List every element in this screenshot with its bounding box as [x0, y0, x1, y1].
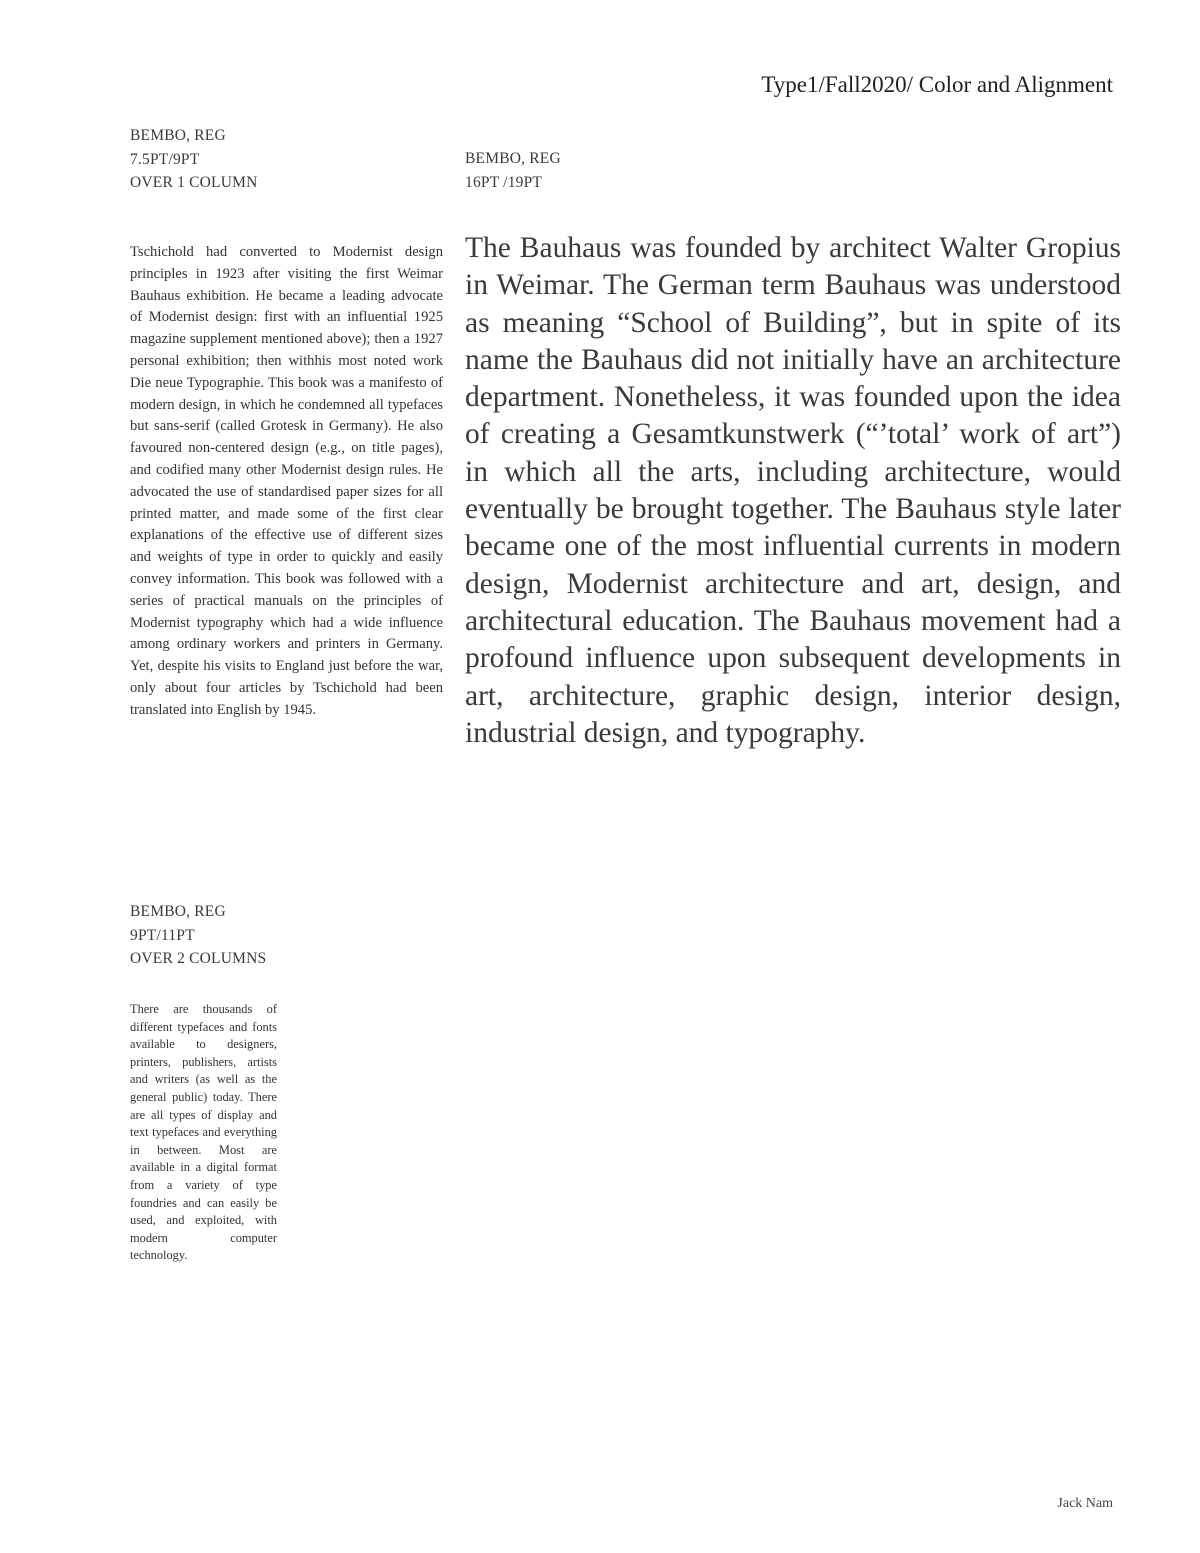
type-spec-size: 9PT/11PT [130, 926, 195, 944]
body-text-tiny: There are thousands of different typefaces and fonts available to designers, printers, publishers, artists and writers (as well as the general public) today. There are all types of display and text typefaces and everything in between. Most are available in a digital format from a variety of type foundries and can easily be used, and exploited, with modern computer technology. [130, 1002, 277, 1263]
type-spec-tiny [130, 900, 266, 971]
body-text-small: Tschichold had converted to Modernist design principles in 1923 after visiting the first Weimar Bauhaus exhibition. He became a leading advocate of Modernist design: first with an influential 1925 magazine supplement mentioned above); then a 1927 personal exhibition; then withhis most noted work Die neue Typographie. This book was a manifesto of modern design, in which he condemned all typefaces but sans-serif (called Grotesk in Germany). He also favoured non-centered design (e.g., on title pages), and codified many other Modernist design rules. He advocated the use of standardised paper sizes for all printed matter, and made some of the first clear explanations of the effective use of different sizes and weights of type in order to quickly and easily convey information. This book was followed with a series of practical manuals on the principles of Modernist typography which had a wide influence among ordinary workers and printers in Germany. Yet, despite his visits to England just before the war, only about four articles by Tschichold had been translated into English by 1945. [130, 244, 443, 718]
type-spec-font: BEMBO, REG [465, 150, 561, 167]
type-spec-large [465, 147, 561, 194]
type-spec-size: 16PT /19PT [465, 173, 543, 191]
page-header-title: Type1/Fall2020/ Color and Alignment [761, 72, 1113, 97]
type-spec-font: BEMBO, REG [130, 127, 226, 144]
type-spec-small [130, 124, 257, 195]
type-spec-columns: OVER 1 COLUMN [130, 174, 258, 191]
author-name: Jack Nam [1057, 1496, 1113, 1511]
type-spec-columns: OVER 2 COLUMNS [130, 950, 267, 967]
type-spec-font: BEMBO, REG [130, 903, 226, 920]
body-text-large: The Bauhaus was founded by architect Walter Gropius in Weimar. The German term Bauhaus was understood as meaning “School of Building”, but in spite of its name the Bauhaus did not initially have an architecture department. Nonetheless, it was founded upon the idea of creating a Gesamtkunstwerk (“’total’ work of art”) in which all the arts, including architecture, would eventually be brought together. The Bauhaus style later became one of the most influential currents in modern design, Modernist architecture and art, design, and architectural education. The Bauhaus movement had a profound influence upon subsequent developments in art, architecture, graphic design, interior design, industrial design, and typography. [465, 232, 1121, 749]
type-spec-size: 7.5PT/9PT [130, 150, 200, 168]
